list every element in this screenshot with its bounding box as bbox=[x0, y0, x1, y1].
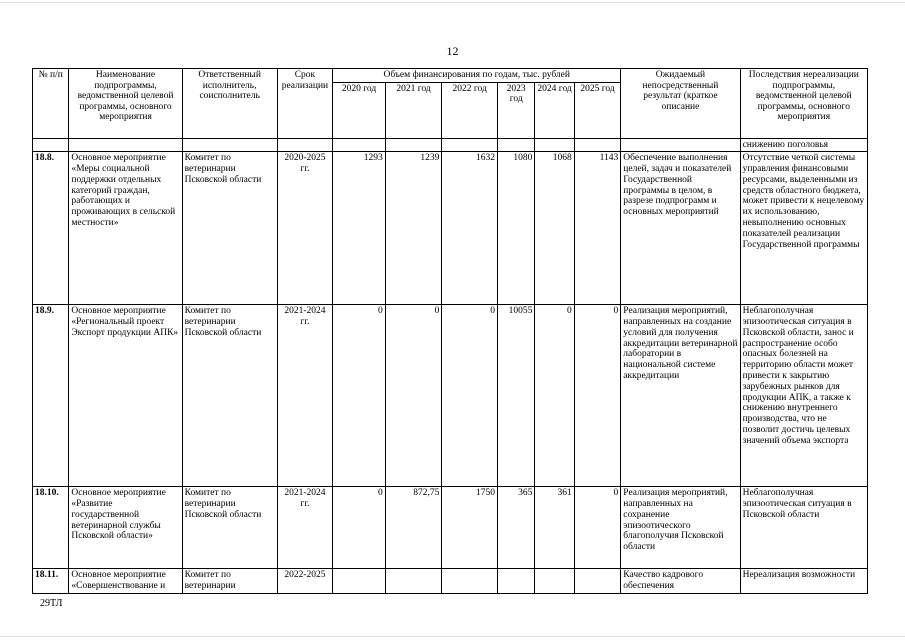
row-name: Основное мероприятие «Развитие государственной ветеринарной службы Псковской области» bbox=[69, 487, 182, 569]
header-result: Ожидаемый непосредственный результат (краткое описание bbox=[621, 69, 740, 139]
row-num: 18.9. bbox=[33, 305, 69, 487]
carry-over-row bbox=[33, 138, 868, 152]
row-value-2025: 0 bbox=[574, 487, 621, 569]
row-value-2020: 1293 bbox=[333, 152, 386, 305]
row-consequences: Неблагополучная эпизоотическая ситуация в Псковской области, занос и распространение особо опасных болезней на территорию области может привести к закрытию зарубежных рынков для продукции АПК, а также к снижению внутреннего производства, что не позволит достичь целевых значений объема экспорта bbox=[740, 305, 867, 487]
row-value-2022 bbox=[442, 569, 498, 594]
header-responsible: Ответственный исполнитель, соисполнитель bbox=[182, 69, 277, 139]
row-value-2024: 1068 bbox=[535, 152, 574, 305]
header-year: 2022 год bbox=[442, 82, 498, 138]
row-term: 2021-2024 гг. bbox=[277, 305, 333, 487]
header-row-1 bbox=[33, 69, 868, 83]
row-responsible: Комитет по ветеринарии Псковской области bbox=[182, 305, 277, 487]
header-term: Срок реализации bbox=[277, 69, 333, 139]
table-row bbox=[33, 569, 868, 594]
row-num: 18.10. bbox=[33, 487, 69, 569]
row-name: Основное мероприятие «Региональный проект Экспорт продукции АПК» bbox=[69, 305, 182, 487]
header-year: 2021 год bbox=[385, 82, 442, 138]
footer-code: 29ТЛ bbox=[40, 598, 63, 609]
header-financing: Объем финансирования по годам, тыс. рублей bbox=[333, 69, 621, 83]
row-term: 2020-2025 гг. bbox=[277, 152, 333, 305]
row-value-2024 bbox=[535, 569, 574, 594]
row-responsible: Комитет по ветеринарии bbox=[182, 569, 277, 594]
row-result: Обеспечение выполнения целей, задач и показателей Государственной программы в целом, в разрезе подпрограмм и основных мероприятий bbox=[621, 152, 740, 305]
row-value-2025: 0 bbox=[574, 305, 621, 487]
row-name: Основное мероприятие «Совершенствование и bbox=[69, 569, 182, 594]
row-value-2022: 1632 bbox=[442, 152, 498, 305]
row-value-2025: 1143 bbox=[574, 152, 621, 305]
carry-over-text: снижению поголовья bbox=[740, 138, 867, 152]
table-row bbox=[33, 152, 868, 305]
row-consequences: Нереализация возможности bbox=[740, 569, 867, 594]
row-consequences: Неблагополучная эпизоотическая ситуация в Псковской области bbox=[740, 487, 867, 569]
header-name: Наименование подпрограммы, ведомственной целевой программы, основного мероприятия bbox=[69, 69, 182, 139]
row-num: 18.11. bbox=[33, 569, 69, 594]
row-result: Реализация мероприятий, направленных на создание условий для получения аккредитации ветеринарной лаборатории в национальной системе аккредитации bbox=[621, 305, 740, 487]
row-value-2024: 361 bbox=[535, 487, 574, 569]
row-value-2022: 0 bbox=[442, 305, 498, 487]
row-value-2021 bbox=[385, 569, 442, 594]
row-term: 2021-2024 гг. bbox=[277, 487, 333, 569]
row-num: 18.8. bbox=[33, 152, 69, 305]
header-year: 2020 год bbox=[333, 82, 386, 138]
row-value-2021: 1239 bbox=[385, 152, 442, 305]
row-term: 2022-2025 bbox=[277, 569, 333, 594]
financing-table bbox=[32, 68, 868, 594]
row-value-2022: 1750 bbox=[442, 487, 498, 569]
header-year: 2023 год bbox=[497, 82, 534, 138]
row-value-2023 bbox=[497, 569, 534, 594]
row-value-2023: 10055 bbox=[497, 305, 534, 487]
row-value-2023: 1080 bbox=[497, 152, 534, 305]
row-value-2021: 872,75 bbox=[385, 487, 442, 569]
row-value-2020 bbox=[333, 569, 386, 594]
row-result: Качество кадрового обеспечения bbox=[621, 569, 740, 594]
row-value-2020: 0 bbox=[333, 487, 386, 569]
header-consequences: Последствия нереализации подпрограммы, ведомственной целевой программы, основного мероприятия bbox=[740, 69, 867, 139]
header-year: 2024 год bbox=[535, 82, 574, 138]
row-value-2025 bbox=[574, 569, 621, 594]
row-value-2023: 365 bbox=[497, 487, 534, 569]
header-num: № п/п bbox=[33, 69, 69, 139]
row-consequences: Отсутствие четкой системы управления финансовыми ресурсами, выделенными из средств областного бюджета, может привести к нецелевому их использованию, невыполнению основных показателей реализации Государственной программы bbox=[740, 152, 867, 305]
page-number: 12 bbox=[446, 44, 459, 58]
table-row bbox=[33, 305, 868, 487]
row-name: Основное мероприятие «Меры социальной поддержки отдельных категорий граждан, работающих и проживающих в сельской местности» bbox=[69, 152, 182, 305]
row-responsible: Комитет по ветеринарии Псковской области bbox=[182, 152, 277, 305]
row-responsible: Комитет по ветеринарии Псковской области bbox=[182, 487, 277, 569]
row-value-2020: 0 bbox=[333, 305, 386, 487]
table-row bbox=[33, 487, 868, 569]
header-year: 2025 год bbox=[574, 82, 621, 138]
row-result: Реализация мероприятий, направленных на сохранение эпизоотического благополучия Псковской области bbox=[621, 487, 740, 569]
row-value-2024: 0 bbox=[535, 305, 574, 487]
row-value-2021: 0 bbox=[385, 305, 442, 487]
